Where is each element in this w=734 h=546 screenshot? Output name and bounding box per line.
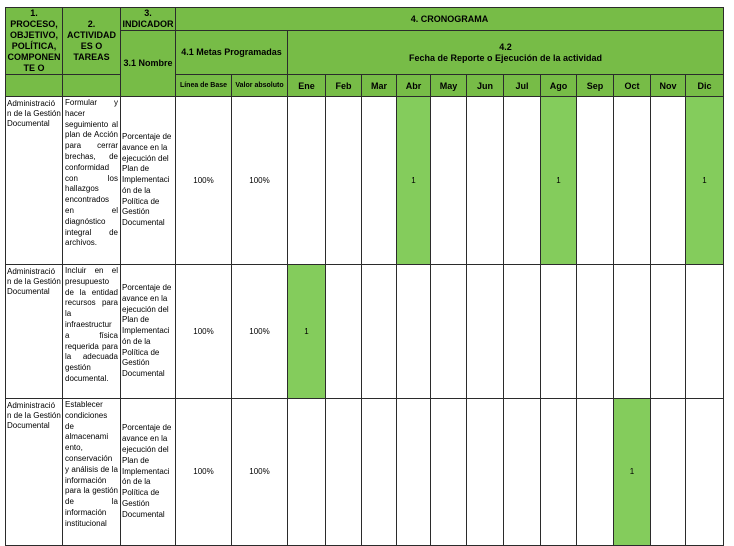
cell-jun bbox=[467, 97, 504, 265]
cell-feb bbox=[326, 97, 362, 265]
cell-sep bbox=[577, 399, 614, 546]
table-row bbox=[6, 265, 724, 399]
cell-jul bbox=[504, 97, 541, 265]
month-feb: Feb bbox=[326, 75, 362, 97]
header-indicador-nombre: 3.1 Nombre bbox=[121, 31, 176, 97]
cell-abr bbox=[397, 265, 431, 399]
header-proceso-cont bbox=[6, 75, 63, 97]
cell-oct bbox=[614, 265, 651, 399]
row-valor-absoluto: 100% bbox=[232, 97, 288, 265]
row-linea-base: 100% bbox=[176, 265, 232, 399]
row-valor-absoluto: 100% bbox=[232, 265, 288, 399]
cell-ene: 1 bbox=[288, 265, 326, 399]
header-valor-absoluto: Valor absoluto bbox=[232, 75, 288, 97]
month-oct: Oct bbox=[614, 75, 651, 97]
month-ene: Ene bbox=[288, 75, 326, 97]
row-actividad: Incluir en el presupuesto de la entidad recursos para la infraestructur a física requerida para la adecuada gestión documental. bbox=[63, 265, 121, 399]
cell-sep bbox=[577, 97, 614, 265]
cell-mar bbox=[362, 265, 397, 399]
cell-ago bbox=[541, 399, 577, 546]
row-indicador: Porcentaje de avance en la ejecución del Plan de Implementaci ón de la Política de Gestión Documental bbox=[121, 265, 176, 399]
cell-nov bbox=[651, 265, 686, 399]
cell-feb bbox=[326, 265, 362, 399]
cell-dic bbox=[686, 265, 724, 399]
header-fecha-title: Fecha de Reporte o Ejecución de la actividad bbox=[408, 52, 603, 63]
row-indicador: Porcentaje de avance en la ejecución del Plan de Implementaci ón de la Política de Gestión Documental bbox=[121, 399, 176, 546]
row-proceso: Administració n de la Gestión Documental bbox=[6, 97, 63, 265]
month-sep: Sep bbox=[577, 75, 614, 97]
table-row bbox=[6, 97, 724, 265]
row-linea-base: 100% bbox=[176, 399, 232, 546]
cell-mar bbox=[362, 97, 397, 265]
cell-may bbox=[431, 265, 467, 399]
table-row bbox=[6, 399, 724, 546]
header-actividades-cont bbox=[63, 75, 121, 97]
row-actividad: Formular y hacer seguimiento al plan de Acción para cerrar brechas, de conformidad con los hallazgos encontrados en el diagnóstico integral de archivos. bbox=[63, 97, 121, 265]
header-fecha bbox=[288, 31, 724, 75]
header-cronograma: 4. CRONOGRAMA bbox=[176, 8, 724, 31]
cell-abr: 1 bbox=[397, 97, 431, 265]
cell-ene bbox=[288, 97, 326, 265]
month-may: May bbox=[431, 75, 467, 97]
cell-mar bbox=[362, 399, 397, 546]
cell-dic: 1 bbox=[686, 97, 724, 265]
row-proceso: Administració n de la Gestión Documental bbox=[6, 399, 63, 546]
month-jun: Jun bbox=[467, 75, 504, 97]
cell-may bbox=[431, 97, 467, 265]
header-fecha-num: 4.2 bbox=[499, 41, 512, 52]
cell-abr bbox=[397, 399, 431, 546]
row-proceso: Administració n de la Gestión Documental bbox=[6, 265, 63, 399]
cell-ago: 1 bbox=[541, 97, 577, 265]
cell-ago bbox=[541, 265, 577, 399]
month-nov: Nov bbox=[651, 75, 686, 97]
month-mar: Mar bbox=[362, 75, 397, 97]
header-metas: 4.1 Metas Programadas bbox=[176, 31, 288, 75]
month-ago: Ago bbox=[541, 75, 577, 97]
row-indicador: Porcentaje de avance en la ejecución del Plan de Implementaci ón de la Política de Gestión Documental bbox=[121, 97, 176, 265]
cell-jun bbox=[467, 399, 504, 546]
month-abr: Abr bbox=[397, 75, 431, 97]
cell-nov bbox=[651, 97, 686, 265]
cell-jul bbox=[504, 399, 541, 546]
cell-sep bbox=[577, 265, 614, 399]
month-dic: Dic bbox=[686, 75, 724, 97]
row-actividad: Establecer condiciones de almacenami ento, conservación y análisis de la información para la gestión de la información institucional bbox=[63, 399, 121, 546]
plan-table-wrapper bbox=[5, 7, 724, 546]
cell-jun bbox=[467, 265, 504, 399]
month-jul: Jul bbox=[504, 75, 541, 97]
row-valor-absoluto: 100% bbox=[232, 399, 288, 546]
header-indicador: 3. INDICADOR bbox=[122, 8, 174, 29]
cell-feb bbox=[326, 399, 362, 546]
header-actividades: 2. ACTIVIDAD ES O TAREAS bbox=[63, 8, 121, 75]
cell-jul bbox=[504, 265, 541, 399]
header-linea-base: Línea de Base bbox=[176, 75, 232, 97]
cell-nov bbox=[651, 399, 686, 546]
cell-dic bbox=[686, 399, 724, 546]
cell-may bbox=[431, 399, 467, 546]
cell-oct: 1 bbox=[614, 399, 651, 546]
row-linea-base: 100% bbox=[176, 97, 232, 265]
cell-oct bbox=[614, 97, 651, 265]
plan-table bbox=[5, 7, 724, 546]
header-proceso: 1. PROCESO, OBJETIVO, POLÍTICA, COMPONEN TE O bbox=[7, 8, 61, 73]
cell-ene bbox=[288, 399, 326, 546]
